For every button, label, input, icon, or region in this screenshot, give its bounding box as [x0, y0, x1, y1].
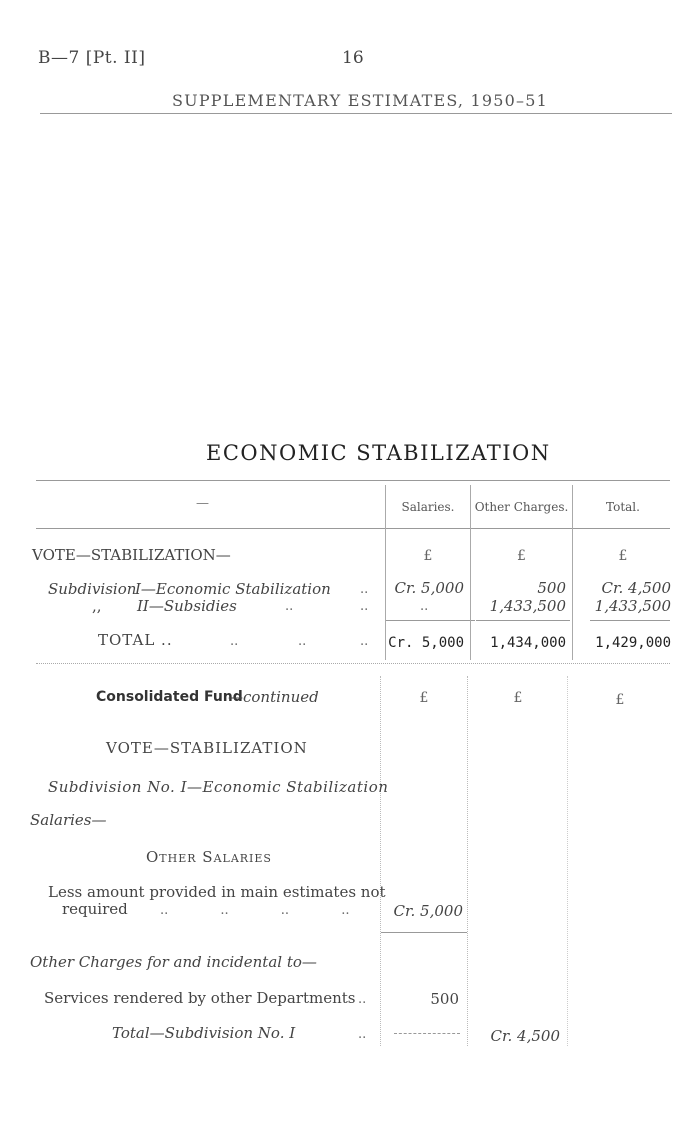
table-header-rule: [36, 528, 670, 529]
less-dots: .. .. .. ..: [160, 903, 350, 918]
total-rule-salaries: [385, 620, 475, 621]
other-salaries-label: Other Salaries: [146, 848, 272, 866]
vote-label: VOTE—STABILIZATION—: [32, 546, 231, 564]
table-top-rule: [36, 480, 670, 481]
other-charges-label: Other Charges for and incidental to—: [30, 953, 317, 971]
services-value: 500: [430, 990, 459, 1008]
fund-suffix: —continued: [228, 688, 319, 706]
detail-pound-3: £: [615, 692, 625, 708]
header-description: —: [196, 496, 209, 511]
subdivision-total-label: Total—Subdivision No. I: [112, 1024, 296, 1042]
services-label: Services rendered by other Departments: [44, 989, 356, 1007]
subdivision-total-dots: ..: [358, 1027, 367, 1042]
total-total: 1,429,000: [595, 635, 671, 651]
row1-other: 500: [537, 579, 566, 597]
row1-salaries: Cr. 5,000: [394, 579, 464, 597]
header-total: Total.: [606, 500, 640, 514]
page-number: 16: [342, 48, 364, 68]
less-line-2: required: [62, 900, 128, 918]
total-rule-other: [476, 620, 570, 621]
running-title: SUPPLEMENTARY ESTIMATES, 1950–51: [172, 91, 548, 110]
total-rule-total: [590, 620, 670, 621]
row2-total: 1,433,500: [594, 597, 671, 615]
less-line-1: Less amount provided in main estimates not: [48, 883, 386, 901]
detail-col-line-2: [467, 676, 468, 1046]
header-other-charges: Other Charges.: [474, 500, 569, 514]
table-bottom-rule: [36, 663, 670, 664]
row2-label-b: II—Subsidies: [137, 597, 237, 615]
detail-vote-label: VOTE—STABILIZATION: [106, 739, 308, 757]
total-dots-1: ..: [230, 634, 239, 649]
pound-salaries: £: [423, 548, 433, 564]
section-title: ECONOMIC STABILIZATION: [206, 441, 551, 465]
total-label: TOTAL ..: [98, 631, 173, 649]
total-dots-3: ..: [360, 634, 369, 649]
detail-pound-2: £: [513, 690, 523, 706]
pound-total: £: [618, 548, 628, 564]
header-salaries: Salaries.: [401, 500, 455, 514]
detail-col-line-3: [567, 676, 568, 1046]
total-dots-2: ..: [298, 634, 307, 649]
subdivision-total-value: Cr. 4,500: [490, 1027, 560, 1045]
less-rule: [381, 932, 467, 933]
header-rule: [40, 113, 672, 114]
less-value: Cr. 5,000: [393, 902, 463, 920]
row1-dots: ..: [360, 582, 369, 597]
row2-other: 1,433,500: [489, 597, 566, 615]
row2-dots: ..: [360, 599, 369, 614]
row1-total: Cr. 4,500: [601, 579, 671, 597]
subdivision-total-rule: [394, 1033, 460, 1034]
document-code: B—7 [Pt. II]: [38, 48, 146, 68]
fund-label: Consolidated Fund: [96, 689, 243, 705]
total-other: 1,434,000: [490, 635, 566, 651]
services-dots: ..: [358, 992, 367, 1007]
row2-salaries: ..: [420, 599, 429, 614]
salaries-label: Salaries—: [30, 811, 107, 829]
detail-pound-1: £: [419, 690, 429, 706]
pound-other: £: [517, 548, 526, 564]
row1-label-a: Subdivision: [48, 580, 137, 598]
subdivision-label: Subdivision No. I—Economic Stabilization: [48, 778, 389, 796]
row2-label-a: ,,: [92, 597, 102, 615]
row2-dots-1: ..: [285, 599, 294, 614]
total-salaries: Cr. 5,000: [388, 635, 464, 651]
row1-label-b: I—Economic Stabilization: [135, 580, 331, 598]
